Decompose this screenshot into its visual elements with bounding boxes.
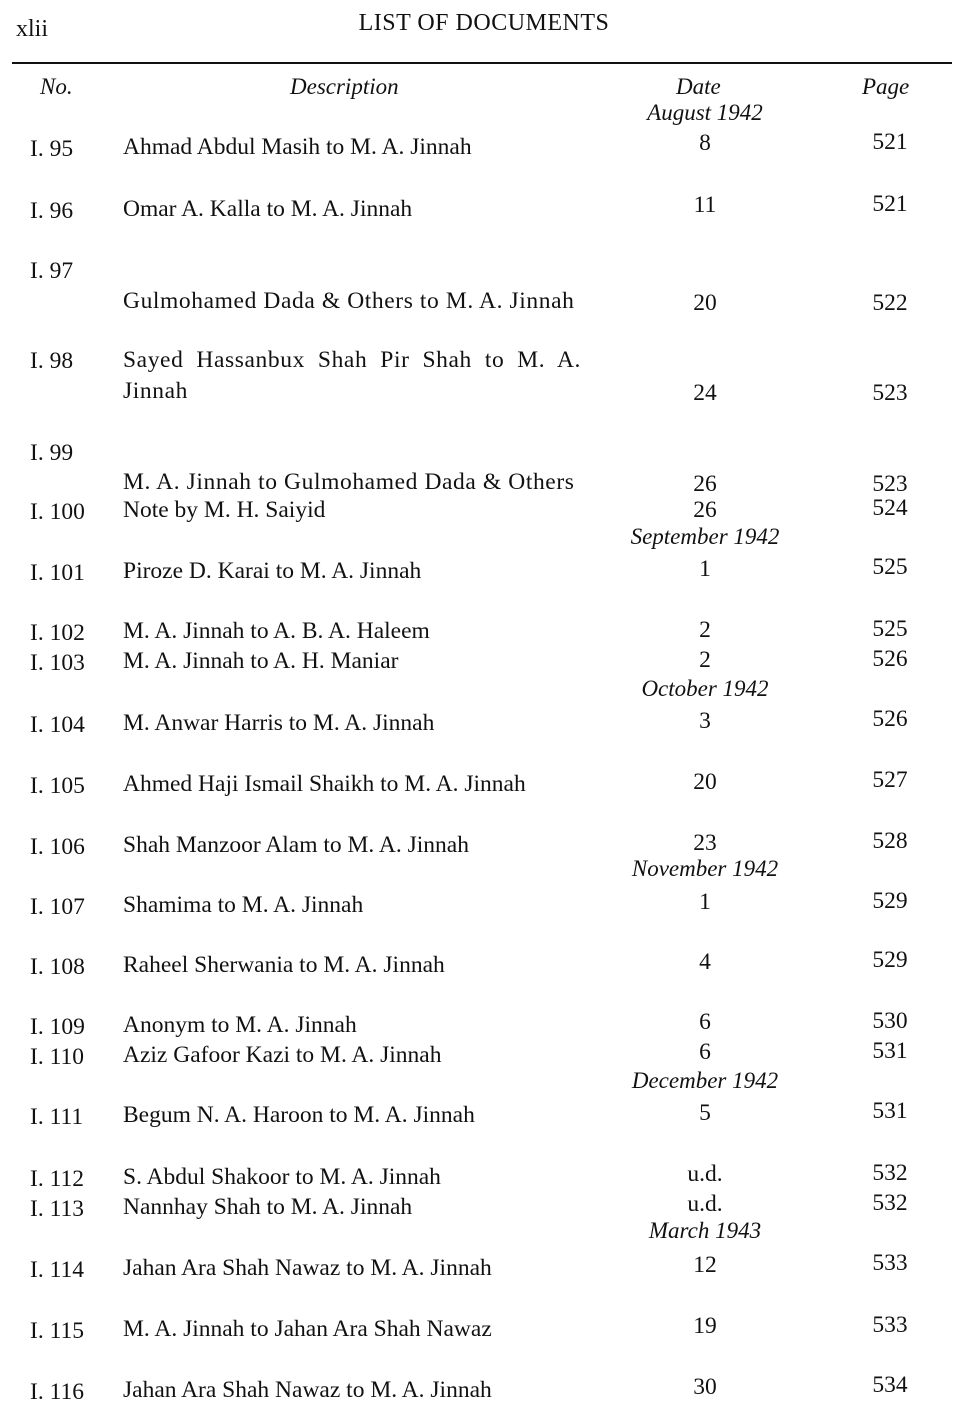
document-date: 6 [699, 1039, 711, 1065]
document-description: M. Anwar Harris to M. A. Jinnah [123, 710, 435, 736]
document-page: 529 [872, 888, 908, 914]
document-page: 523 [872, 471, 908, 497]
document-row [0, 704, 968, 739]
document-description: Omar A. Kalla to M. A. Jinnah [123, 196, 413, 222]
running-title: LIST OF DOCUMENTS [358, 10, 610, 36]
document-number: I. 107 [30, 894, 85, 920]
document-date: u.d. [687, 1161, 723, 1187]
document-number: I. 101 [30, 560, 85, 586]
document-date: 26 [693, 471, 717, 497]
document-row [0, 764, 968, 800]
document-page: 521 [872, 129, 908, 155]
document-number: I. 116 [30, 1379, 84, 1405]
document-row [0, 190, 968, 225]
document-description: Jahan Ara Shah Nawaz to M. A. Jinnah [123, 1255, 492, 1281]
document-description: Gulmohamed Dada & Others to M. A. Jinnah [123, 288, 575, 314]
document-page: 522 [872, 290, 908, 316]
month-heading: September 1942 [630, 524, 780, 549]
document-number: I. 114 [30, 1257, 84, 1283]
header-rule [12, 62, 952, 64]
document-page: 533 [872, 1312, 908, 1338]
document-date: 20 [693, 769, 717, 795]
document-page: 521 [872, 191, 908, 217]
document-page: 531 [872, 1038, 908, 1064]
document-date: 19 [693, 1313, 717, 1339]
document-description: M. A. Jinnah to A. H. Maniar [123, 648, 399, 674]
document-row [0, 1248, 968, 1284]
document-page: 524 [872, 495, 908, 521]
document-page: 525 [872, 616, 908, 642]
document-page: 532 [872, 1190, 908, 1216]
document-description: Shamima to M. A. Jinnah [123, 892, 364, 918]
document-number: I. 98 [30, 348, 74, 374]
document-description: Raheel Sherwania to M. A. Jinnah [123, 952, 445, 978]
document-description: Ahmad Abdul Masih to M. A. Jinnah [123, 134, 472, 160]
document-row [0, 1036, 968, 1071]
document-number: I. 105 [30, 773, 85, 799]
document-date: 11 [693, 192, 717, 218]
month-heading: October 1942 [641, 676, 769, 701]
document-row [0, 1370, 968, 1406]
column-header-date: Date [676, 74, 721, 99]
month-heading: March 1943 [648, 1218, 762, 1243]
document-date: 30 [693, 1374, 717, 1400]
document-date: 2 [699, 617, 711, 643]
document-date: 2 [699, 647, 711, 673]
document-row [0, 826, 968, 861]
document-number: I. 104 [30, 712, 85, 738]
column-header-description: Description [290, 74, 399, 99]
month-heading: November 1942 [631, 856, 779, 881]
page-number: xlii [16, 16, 49, 42]
document-number: I. 109 [30, 1014, 85, 1040]
document-number: I. 113 [30, 1196, 84, 1222]
document-number: I. 99 [30, 440, 74, 466]
document-number: I. 111 [30, 1104, 84, 1130]
document-row [0, 340, 968, 407]
document-number: I. 112 [30, 1166, 84, 1192]
document-date: 23 [693, 830, 717, 856]
document-page: 530 [872, 1008, 908, 1034]
document-page: 532 [872, 1160, 908, 1186]
document-row [0, 946, 968, 981]
document-description: Shah Manzoor Alam to M. A. Jinnah [123, 832, 469, 858]
document-page: 526 [872, 646, 908, 672]
document-row [0, 644, 968, 677]
document-date: 3 [699, 708, 711, 734]
document-date: 12 [693, 1252, 717, 1278]
document-row [0, 886, 968, 921]
document-date: 1 [699, 889, 711, 915]
document-page: 526 [872, 706, 908, 732]
document-description: Jahan Ara Shah Nawaz to M. A. Jinnah [123, 1377, 492, 1403]
document-page: 529 [872, 947, 908, 973]
document-page: 534 [872, 1372, 908, 1398]
month-heading: August 1942 [647, 100, 763, 125]
document-number: I. 108 [30, 954, 85, 980]
document-page: 528 [872, 828, 908, 854]
document-description: Aziz Gafoor Kazi to M. A. Jinnah [123, 1042, 442, 1068]
document-page: 527 [872, 767, 908, 793]
document-description: Anonym to M. A. Jinnah [123, 1012, 357, 1038]
document-page: 523 [872, 380, 908, 406]
document-number: I. 110 [30, 1044, 84, 1070]
document-description: Nannhay Shah to M. A. Jinnah [123, 1194, 413, 1220]
document-row [0, 432, 968, 498]
document-page: 533 [872, 1250, 908, 1276]
document-description: M. A. Jinnah to Gulmohamed Dada & Others [123, 469, 575, 495]
document-number: I. 100 [30, 499, 85, 525]
document-row [0, 1096, 968, 1131]
month-heading: December 1942 [631, 1068, 779, 1093]
document-date: 1 [699, 556, 711, 582]
document-number: I. 115 [30, 1318, 84, 1344]
document-number: I. 103 [30, 650, 85, 676]
document-date: 6 [699, 1009, 711, 1035]
document-description: S. Abdul Shakoor to M. A. Jinnah [123, 1164, 441, 1190]
document-date: 26 [693, 497, 717, 523]
document-date: 5 [699, 1100, 711, 1126]
document-description: Piroze D. Karai to M. A. Jinnah [123, 558, 422, 584]
document-number: I. 96 [30, 198, 74, 224]
column-header-no: No. [40, 74, 73, 99]
document-row [0, 614, 968, 647]
document-row [0, 128, 968, 163]
column-header-page: Page [862, 74, 910, 99]
document-description: M. A. Jinnah to Jahan Ara Shah Nawaz [123, 1316, 492, 1342]
document-row [0, 552, 968, 587]
document-date: 20 [693, 290, 717, 316]
document-date: 8 [699, 130, 711, 156]
document-row [0, 1310, 968, 1345]
document-row [0, 1188, 968, 1223]
document-date: u.d. [687, 1191, 723, 1217]
document-page: 525 [872, 554, 908, 580]
document-description: Sayed Hassanbux Shah Pir Shah to M. A. Jinnah [123, 347, 581, 404]
document-description: Ahmed Haji Ismail Shaikh to M. A. Jinnah [123, 771, 526, 797]
document-number: I. 97 [30, 258, 74, 284]
document-description: M. A. Jinnah to A. B. A. Haleem [123, 618, 430, 644]
document-description: Begum N. A. Haroon to M. A. Jinnah [123, 1102, 475, 1128]
document-date: 24 [693, 380, 717, 406]
document-number: I. 102 [30, 620, 85, 646]
document-row [0, 250, 968, 317]
document-row [0, 494, 968, 526]
document-number: I. 95 [30, 136, 74, 162]
document-page: 531 [872, 1098, 908, 1124]
document-description: Note by M. H. Saiyid [123, 497, 326, 523]
document-number: I. 106 [30, 834, 85, 860]
document-date: 4 [699, 949, 711, 975]
